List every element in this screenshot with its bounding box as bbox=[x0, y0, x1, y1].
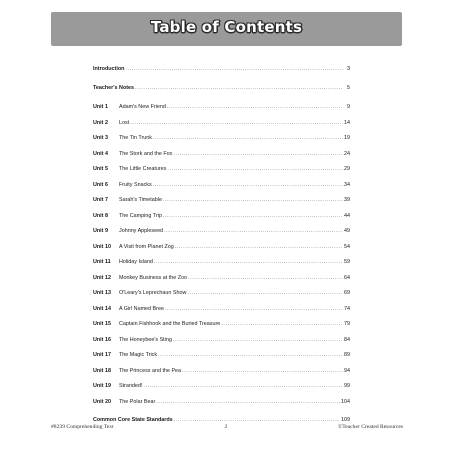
toc-entry-unit-7[interactable] bbox=[93, 197, 350, 213]
toc-entry-introduction[interactable] bbox=[93, 66, 350, 82]
dot-leader bbox=[125, 66, 343, 72]
toc-entry-page: 5 bbox=[347, 85, 350, 91]
footer-page-number: 2 bbox=[224, 424, 228, 430]
dot-leader bbox=[188, 275, 343, 281]
dot-leader bbox=[143, 383, 343, 389]
page-title: Table of Contents bbox=[150, 18, 303, 36]
toc-entry-title: Johnny Appleseed bbox=[119, 228, 164, 234]
toc-entry-unit-15[interactable] bbox=[93, 321, 350, 337]
dot-leader bbox=[182, 368, 343, 374]
toc-entry-unit-10[interactable] bbox=[93, 244, 350, 260]
toc-entry-page: 34 bbox=[344, 181, 350, 188]
toc-entry-unit-11[interactable] bbox=[93, 259, 350, 275]
toc-entry-title: A Girl Named Bree bbox=[119, 305, 164, 312]
toc-entry-unit-2[interactable] bbox=[93, 120, 350, 136]
dot-leader bbox=[158, 352, 343, 358]
toc-entry-title: Sarah's Timetable bbox=[119, 197, 162, 203]
dot-leader bbox=[135, 85, 343, 91]
toc-entry-title: The Little Creatures bbox=[119, 166, 167, 172]
toc-entry-title: Monkey Business at the Zoo bbox=[119, 274, 188, 281]
toc-entry-page: 49 bbox=[344, 228, 350, 234]
toc-entry-title: Fruity Snacks bbox=[119, 181, 152, 188]
toc-unit-number: Unit 17 bbox=[93, 352, 111, 358]
toc-unit-number: Unit 12 bbox=[93, 274, 111, 281]
toc-entry-page: 104 bbox=[341, 398, 350, 405]
dot-leader bbox=[165, 306, 343, 312]
toc-entry-page: 59 bbox=[344, 259, 350, 265]
title-banner bbox=[51, 12, 402, 46]
toc-entry-page: 29 bbox=[344, 166, 350, 172]
toc-unit-number: Unit 11 bbox=[93, 259, 111, 265]
toc-entry-unit-5[interactable] bbox=[93, 166, 350, 182]
toc-unit-number: Unit 20 bbox=[93, 398, 111, 405]
toc-entry-unit-14[interactable] bbox=[93, 306, 350, 322]
toc-entry-page: 54 bbox=[344, 243, 350, 250]
dot-leader bbox=[167, 166, 343, 172]
toc-unit-number: Unit 5 bbox=[93, 166, 108, 172]
toc-unit-number: Unit 13 bbox=[93, 290, 111, 296]
toc-entry-unit-1[interactable] bbox=[93, 104, 350, 120]
dot-leader bbox=[187, 290, 343, 296]
toc-entry-title: Adam's New Friend bbox=[119, 104, 166, 110]
toc-entry-title: The Stork and the Fox bbox=[119, 150, 173, 157]
toc-entry-unit-17[interactable] bbox=[93, 352, 350, 368]
table-of-contents bbox=[93, 66, 350, 433]
toc-entry-page: 3 bbox=[347, 66, 350, 72]
toc-entry-title: The Polar Bear bbox=[119, 398, 156, 405]
toc-unit-number: Unit 18 bbox=[93, 367, 111, 374]
footer-copyright: ©Teacher Created Resources bbox=[337, 424, 403, 430]
toc-entry-page: 9 bbox=[347, 104, 350, 110]
toc-entry-title: The Honeybee's Sting bbox=[119, 336, 172, 343]
toc-entry-unit-4[interactable] bbox=[93, 151, 350, 167]
dot-leader bbox=[174, 417, 340, 423]
toc-entry-unit-3[interactable] bbox=[93, 135, 350, 151]
toc-entry-title: The Tin Trunk bbox=[119, 135, 152, 141]
toc-unit-number: Unit 6 bbox=[93, 181, 108, 188]
dot-leader bbox=[175, 244, 343, 250]
toc-entry-unit-8[interactable] bbox=[93, 213, 350, 229]
toc-entry-unit-9[interactable] bbox=[93, 228, 350, 244]
dot-leader bbox=[173, 337, 343, 343]
toc-unit-number: Unit 16 bbox=[93, 336, 111, 343]
toc-entry-page: 24 bbox=[344, 150, 350, 157]
toc-entry-unit-6[interactable] bbox=[93, 182, 350, 198]
dot-leader bbox=[156, 399, 340, 405]
dot-leader bbox=[164, 228, 343, 234]
toc-entry-page: 84 bbox=[344, 336, 350, 343]
toc-unit-number: Unit 10 bbox=[93, 243, 111, 250]
toc-entry-page: 39 bbox=[344, 197, 350, 203]
toc-unit-number: Unit 1 bbox=[93, 104, 108, 110]
toc-unit-number: Unit 9 bbox=[93, 228, 108, 234]
toc-entry-title: The Princess and the Pea bbox=[119, 367, 182, 374]
toc-entry-unit-16[interactable] bbox=[93, 337, 350, 353]
toc-entry-page: 14 bbox=[344, 119, 350, 126]
dot-leader bbox=[130, 120, 343, 126]
toc-entry-title: Introduction bbox=[93, 66, 125, 72]
dot-leader bbox=[153, 135, 343, 141]
toc-entry-page: 79 bbox=[344, 321, 350, 327]
toc-entry-page: 64 bbox=[344, 274, 350, 281]
dot-leader bbox=[173, 151, 343, 157]
dot-leader bbox=[154, 259, 343, 265]
toc-entry-page: 99 bbox=[344, 383, 350, 389]
toc-entry-unit-18[interactable] bbox=[93, 368, 350, 384]
toc-entry-title: The Camping Trip bbox=[119, 212, 162, 219]
toc-unit-number: Unit 4 bbox=[93, 150, 108, 157]
dot-leader bbox=[153, 182, 343, 188]
toc-entry-title: O'Leary's Leprechaun Show bbox=[119, 290, 187, 296]
toc-entry-title: Stranded! bbox=[119, 383, 143, 389]
toc-entry-title: Teacher's Notes bbox=[93, 85, 135, 91]
footer-book-id: #8239 Comprehending Text bbox=[51, 424, 114, 430]
toc-entry-title: Holiday Island bbox=[119, 259, 153, 265]
dot-leader bbox=[163, 197, 343, 203]
toc-unit-number: Unit 2 bbox=[93, 119, 108, 126]
toc-entry-unit-12[interactable] bbox=[93, 275, 350, 291]
toc-unit-number: Unit 3 bbox=[93, 135, 108, 141]
toc-entry-page: 19 bbox=[344, 135, 350, 141]
toc-entry-page: 94 bbox=[344, 367, 350, 374]
toc-entry-title: The Magic Trick bbox=[119, 352, 158, 358]
dot-leader bbox=[221, 321, 343, 327]
dot-leader bbox=[167, 104, 343, 110]
toc-unit-number: Unit 14 bbox=[93, 305, 111, 312]
toc-entry-unit-13[interactable] bbox=[93, 290, 350, 306]
toc-unit-number: Unit 19 bbox=[93, 383, 111, 389]
toc-entry-page: 44 bbox=[344, 212, 350, 219]
dot-leader bbox=[163, 213, 343, 219]
toc-entry-page: 74 bbox=[344, 305, 350, 312]
toc-unit-number: Unit 15 bbox=[93, 321, 111, 327]
toc-entry-page: 69 bbox=[344, 290, 350, 296]
toc-entry-teachers-notes[interactable] bbox=[93, 85, 350, 101]
toc-entry-page: 89 bbox=[344, 352, 350, 358]
toc-unit-number: Unit 8 bbox=[93, 212, 108, 219]
toc-entry-page: 109 bbox=[341, 417, 350, 423]
toc-entry-title: Lost bbox=[119, 119, 130, 126]
toc-entry-title: A Visit from Planet Zog bbox=[119, 243, 174, 250]
toc-entry-title: Common Core State Standards bbox=[93, 417, 173, 423]
toc-entry-title: Captain Fishhook and the Buried Treasure bbox=[119, 321, 221, 327]
toc-unit-number: Unit 7 bbox=[93, 197, 108, 203]
toc-entry-unit-20[interactable] bbox=[93, 399, 350, 415]
toc-entry-unit-19[interactable] bbox=[93, 383, 350, 399]
